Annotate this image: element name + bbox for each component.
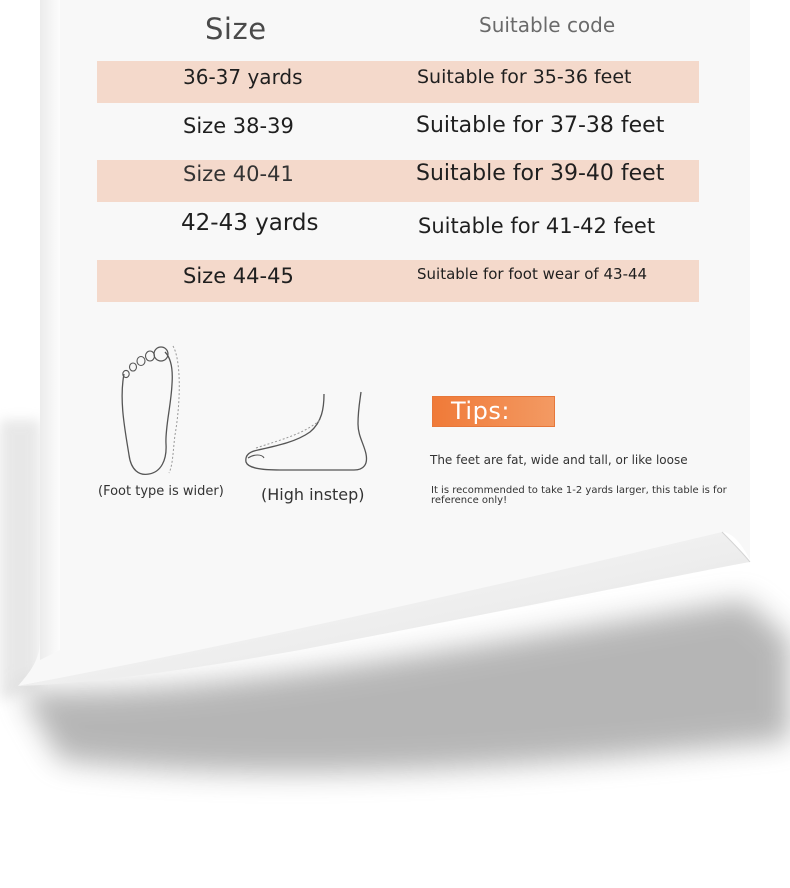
size-cell: 42-43 yards bbox=[181, 210, 319, 236]
suitable-code-cell: Suitable for foot wear of 43-44 bbox=[417, 265, 648, 283]
suitable-code-cell: Suitable for 41-42 feet bbox=[418, 214, 656, 238]
tips-label: Tips: bbox=[451, 397, 510, 425]
size-column-header: Size bbox=[205, 12, 267, 46]
tip-text-recommendation: It is recommended to take 1-2 yards larger, this table is for reference only! bbox=[431, 485, 727, 506]
high-instep-caption: (High instep) bbox=[261, 485, 365, 504]
size-table-row bbox=[97, 208, 699, 250]
tip-text-foot-shape: The feet are fat, wide and tall, or like loose bbox=[430, 453, 688, 467]
suitable-code-cell: Suitable for 35-36 feet bbox=[417, 66, 632, 88]
size-table-row bbox=[97, 61, 699, 103]
suitable-code-cell: Suitable for 39-40 feet bbox=[416, 161, 665, 186]
tips-badge bbox=[432, 396, 555, 427]
wide-foot-caption: (Foot type is wider) bbox=[98, 484, 224, 499]
high-instep-foot-icon bbox=[240, 388, 372, 478]
suitable-code-column-header: Suitable code bbox=[479, 13, 616, 37]
size-cell: Size 38-39 bbox=[183, 114, 294, 138]
suitable-code-cell: Suitable for 37-38 feet bbox=[416, 113, 665, 138]
size-table-row bbox=[97, 160, 699, 202]
size-cell: Size 40-41 bbox=[183, 162, 294, 186]
size-table-row bbox=[97, 260, 699, 302]
size-cell: 36-37 yards bbox=[183, 65, 303, 89]
size-table-row bbox=[97, 110, 699, 152]
size-cell: Size 44-45 bbox=[183, 264, 294, 288]
wide-foot-icon bbox=[115, 340, 185, 480]
